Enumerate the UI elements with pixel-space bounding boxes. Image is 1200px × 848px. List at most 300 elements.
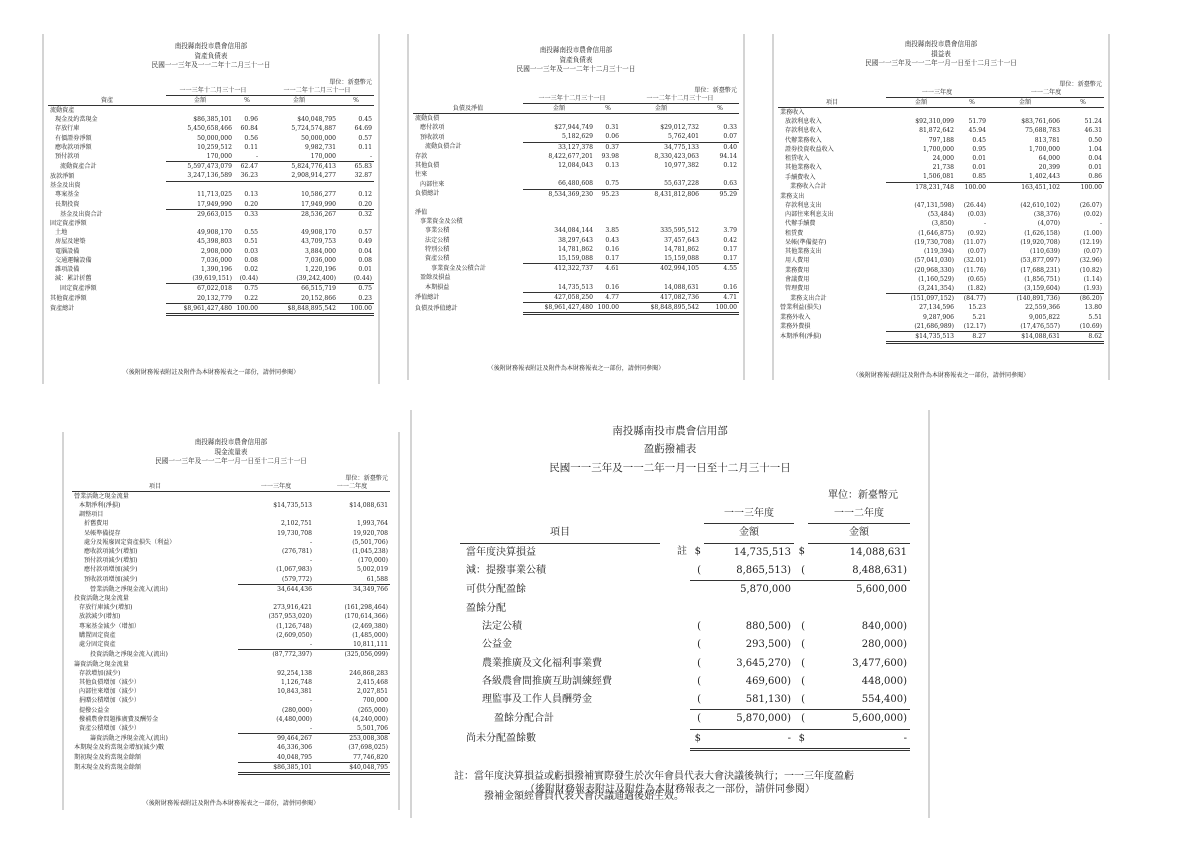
- pct-cell: 65.83: [354, 163, 372, 171]
- amount-cell: 64,000: [1038, 155, 1060, 163]
- table-row: [48, 124, 374, 133]
- row-label: 應付款項: [420, 124, 445, 132]
- note-ref: [660, 562, 690, 581]
- pct-cell: [701, 170, 739, 179]
- table-row: [48, 219, 374, 228]
- amount-cell: 10,977,382: [664, 162, 699, 170]
- pct-cell: 0.51: [244, 238, 258, 246]
- amount-cell: 3,884,000: [304, 247, 336, 255]
- pct-cell: (86.20): [1079, 295, 1102, 303]
- pct-cell: [701, 199, 739, 208]
- table-row: [778, 275, 1104, 284]
- pct-cell: 0.43: [605, 236, 619, 244]
- amount-cell: 10,586,277: [301, 191, 336, 199]
- amount-cell: 61,588: [314, 575, 390, 585]
- row-label: 其他負債: [415, 162, 440, 170]
- amount-cell: 20,399: [1038, 164, 1060, 172]
- table-row: [778, 210, 1104, 219]
- table-row: [413, 189, 739, 199]
- pct-cell: 0.50: [1088, 136, 1102, 144]
- amount-cell: $29,012,732: [660, 124, 699, 132]
- amount-cell: $14,088,631: [349, 502, 388, 510]
- col-year1: 一一三年十二月三十一日: [166, 86, 260, 96]
- table-row: [778, 229, 1104, 238]
- pct-cell: 15.23: [968, 304, 986, 312]
- pct-cell: 0.40: [723, 143, 737, 151]
- amount-cell: $40,048,795: [297, 116, 336, 124]
- report-title: 盈虧撥補表: [643, 443, 697, 456]
- table-row: [413, 152, 739, 161]
- amount-cell: (38,376): [1033, 211, 1060, 219]
- pct-cell: (10.69): [1062, 322, 1104, 332]
- amount-cell: 253,008,308: [349, 735, 388, 743]
- amount-cell: 5,762,401: [621, 132, 701, 142]
- amount-cell: 8,488,631): [808, 562, 910, 581]
- amount-cell: $27,944,749: [554, 124, 593, 132]
- cash-flow-statement: [62, 432, 400, 810]
- amount-cell: 1,700,000: [922, 145, 954, 153]
- row-label: 特別公積: [425, 245, 450, 253]
- amount-cell: (17,688,231): [1020, 266, 1060, 274]
- amount-cell: 14,781,862: [558, 245, 593, 253]
- amount-cell: 8,431,812,806: [654, 190, 699, 198]
- amount-cell: 2,908,914,277: [260, 171, 338, 181]
- col-year1: 一一三年度: [238, 482, 314, 492]
- amount-cell: [314, 510, 390, 519]
- amount-cell: 10,811,111: [314, 640, 390, 650]
- pct-cell: 60.84: [240, 125, 258, 133]
- balance-sheet-liabilities: [407, 34, 745, 380]
- item-header: 項目: [778, 97, 886, 107]
- table-row: [72, 640, 390, 650]
- row-label: 專案基金減少（增加）: [79, 622, 140, 630]
- amount-cell: 9,982,731: [304, 143, 336, 151]
- table-row: [72, 491, 390, 501]
- table-row: [48, 134, 374, 143]
- amount-cell: 5,597,473,079: [187, 163, 232, 171]
- row-label: 減：提撥事業公積: [466, 565, 546, 577]
- pct-cell: 0.17: [701, 254, 739, 264]
- pct-cell: (84.77): [963, 295, 986, 303]
- amount-cell: [886, 108, 956, 118]
- pct-cell: (32.96): [1079, 257, 1102, 265]
- amount-cell: [523, 170, 595, 179]
- amount-cell: (4,240,000): [352, 715, 388, 723]
- amount-cell: [238, 510, 314, 519]
- table-row: [778, 313, 1104, 322]
- row-label: 固定資產淨額: [60, 285, 97, 293]
- amount-cell: [260, 219, 338, 228]
- amount-cell: 880,500): [745, 620, 791, 632]
- pct-cell: [701, 114, 739, 124]
- amount-cell: (170,614,366): [344, 613, 388, 621]
- row-label: 內部往來利息支出: [785, 211, 834, 219]
- amount-cell: (17,476,557): [988, 322, 1062, 332]
- pct-cell: 8.27: [956, 331, 988, 342]
- amount-cell: 1,220,196: [304, 266, 336, 273]
- pct-cell: 0.20: [234, 200, 260, 210]
- sign-cell: (: [697, 675, 701, 687]
- pct-cell: 0.63: [701, 179, 739, 189]
- table-row: [48, 284, 374, 294]
- pct-cell: 0.08: [244, 256, 258, 264]
- pct-header: %: [701, 103, 739, 113]
- amount-cell: $40,048,795: [314, 762, 390, 773]
- amount-header: 金額: [260, 95, 338, 105]
- pct-cell: 5.21: [972, 313, 986, 321]
- amount-cell: [260, 106, 338, 116]
- note-line-2: 撥補金額經會員代表大會決議通過後始生效。: [484, 790, 684, 802]
- row-label: 營業利益(損失): [780, 304, 822, 312]
- amount-cell: 1,402,443: [988, 172, 1062, 182]
- amount-cell: [621, 217, 701, 226]
- amount-cell: 412,322,737: [554, 265, 593, 273]
- amount-cell: 3,247,136,589: [166, 171, 234, 181]
- pct-cell: 0.07: [701, 132, 739, 142]
- pct-cell: 0.23: [338, 294, 374, 304]
- pct-cell: 62.47: [240, 163, 258, 171]
- pct-cell: 0.11: [358, 143, 372, 151]
- table-row: [48, 274, 374, 284]
- amount-header: 金額: [166, 95, 234, 105]
- pct-cell: [701, 208, 739, 217]
- amount-cell: (1,126,748): [276, 622, 312, 630]
- amount-cell: (2,469,380): [352, 622, 388, 630]
- row-label: 土地: [55, 229, 68, 237]
- table-row: [72, 547, 390, 556]
- pct-cell: (0.65): [967, 275, 986, 283]
- table-row: [413, 199, 739, 208]
- amount-cell: 5,182,629: [523, 132, 595, 142]
- table-row: [778, 322, 1104, 332]
- amount-cell: 29,663,015: [197, 210, 232, 218]
- pct-cell: [338, 181, 374, 190]
- amount-cell: 34,349,766: [353, 585, 388, 593]
- row-label: 電腦設備: [55, 247, 80, 255]
- row-label: 交通運輸設備: [55, 256, 92, 264]
- pct-cell: 0.12: [358, 191, 372, 199]
- amount-cell: (1,485,000): [352, 631, 388, 639]
- row-label: 業務外費損: [780, 322, 811, 330]
- amount-cell: [988, 192, 1062, 201]
- pct-cell: [956, 108, 988, 118]
- row-label: 業務支出: [780, 192, 805, 200]
- sign-cell: $: [794, 729, 808, 749]
- amount-cell: 417,082,736: [621, 292, 701, 302]
- amount-cell: -: [309, 538, 312, 546]
- amount-cell: $14,088,631: [988, 331, 1062, 342]
- table-row: [778, 117, 1104, 126]
- amount-cell: (37,698,025): [348, 744, 388, 752]
- amount-cell: 24,000: [932, 155, 954, 163]
- table-row: [72, 696, 390, 705]
- row-label: 流動負債: [415, 115, 440, 123]
- pct-cell: 46.31: [1084, 127, 1102, 135]
- amount-cell: 21,738: [932, 164, 954, 172]
- amount-cell: 170,000: [260, 152, 338, 162]
- sign-cell: (: [794, 562, 808, 581]
- table-row: [72, 734, 390, 744]
- amount-cell: 7,036,000: [200, 256, 232, 264]
- pct-cell: 5.51: [1088, 313, 1102, 321]
- note-ref: 註: [677, 546, 687, 558]
- amount-cell: -: [808, 729, 910, 749]
- amount-cell: 3,645,270): [736, 657, 791, 669]
- pct-cell: 0.75: [244, 285, 258, 293]
- amount-cell: $86,385,101: [193, 116, 232, 124]
- pct-cell: 95.29: [719, 190, 737, 198]
- amount-cell: 14,088,631: [849, 546, 907, 558]
- pct-cell: 95.23: [601, 190, 619, 198]
- report-title: 資產負債表: [559, 55, 593, 64]
- row-label: 現金及約當現金: [55, 116, 98, 124]
- amount-cell: [238, 594, 314, 603]
- row-label: 農業推廣及文化福利事業費: [482, 657, 602, 669]
- amount-cell: (280,000): [282, 706, 312, 714]
- amount-cell: 5,501,706: [314, 724, 390, 734]
- amount-cell: (39,242,400): [260, 274, 338, 284]
- pct-cell: 100.00: [964, 183, 986, 191]
- amount-cell: (276,781): [282, 548, 312, 556]
- table-row: [778, 163, 1104, 172]
- amount-cell: (265,000): [358, 706, 388, 714]
- amount-cell: (140,891,736): [1016, 295, 1060, 303]
- row-label: 租賃收入: [785, 155, 810, 163]
- row-label: 存放行庫: [55, 125, 80, 133]
- note-ref: [660, 655, 690, 673]
- pct-cell: -: [338, 152, 374, 162]
- pct-cell: 0.33: [723, 124, 737, 132]
- row-label: 期末現金及約當現金餘額: [74, 764, 142, 772]
- sign-cell: [690, 600, 704, 618]
- amount-cell: (357,953,020): [268, 613, 312, 621]
- amount-cell: 448,000): [861, 675, 907, 687]
- amount-cell: -: [309, 697, 312, 705]
- row-label: 籌資活動之淨現金流入(流出): [90, 734, 168, 742]
- amount-cell: 469,600): [745, 675, 791, 687]
- table-row: [413, 161, 739, 170]
- row-label: 其他資產淨額: [50, 294, 87, 302]
- unit-label: 單位：新臺幣元: [828, 490, 898, 502]
- table-row: [460, 729, 910, 749]
- amount-cell: $14,735,513: [273, 502, 312, 510]
- row-label: 其他負債增加（減少）: [79, 678, 140, 686]
- row-label: 撥補農會問題推廣費及酬勞金: [79, 715, 159, 723]
- amount-header: 金額: [704, 524, 794, 543]
- report-title: 資產負債表: [194, 51, 228, 60]
- amount-cell: 45,398,803: [197, 238, 232, 246]
- table-row: [72, 612, 390, 621]
- note-ref: [660, 636, 690, 654]
- table-row: [72, 631, 390, 640]
- amount-cell: 8,865,513): [704, 562, 794, 581]
- table-row: [72, 687, 390, 696]
- pct-cell: 0.12: [723, 162, 737, 170]
- row-label: 基金及出資合計: [60, 210, 103, 218]
- row-label: 其他業務支出: [785, 248, 822, 256]
- row-label: 尚未分配盈餘數: [466, 733, 536, 745]
- pct-cell: 0.56: [244, 134, 258, 142]
- pct-cell: 4.71: [701, 292, 739, 302]
- pct-cell: 0.31: [605, 124, 619, 132]
- pct-cell: (11.07): [963, 238, 986, 246]
- amount-cell: (1,646,875): [918, 229, 954, 237]
- pct-cell: 51.79: [968, 118, 986, 126]
- row-label: 資產總計: [50, 305, 75, 313]
- row-label: 資產公積增加（減少）: [79, 725, 140, 733]
- note-ref: [660, 691, 690, 710]
- report-title: 現金流量表: [214, 447, 248, 456]
- amount-cell: 50,000,000: [197, 134, 232, 142]
- pct-cell: (0.92): [967, 229, 986, 237]
- item-header: 項目: [72, 482, 238, 492]
- amount-cell: 49,908,170: [301, 229, 336, 237]
- pct-cell: 100.00: [595, 303, 621, 314]
- amount-cell: 427,058,250: [523, 292, 595, 302]
- table-row: [778, 192, 1104, 201]
- row-label: [413, 199, 523, 208]
- pct-cell: 0.32: [358, 210, 372, 218]
- sign-cell: (: [801, 639, 805, 651]
- amount-cell: [704, 600, 794, 618]
- table-row: [413, 303, 739, 314]
- amount-cell: 67,022,018: [197, 285, 232, 293]
- amount-cell: (1,626,158): [1024, 229, 1060, 237]
- amount-cell: 5,450,658,466: [187, 125, 232, 133]
- table-row: [413, 217, 739, 226]
- pct-cell: 4.61: [605, 265, 619, 273]
- amount-cell: [238, 491, 314, 501]
- row-label: 代辦手續費: [785, 220, 816, 228]
- row-label: 購置固定資產: [79, 631, 116, 639]
- row-label: 代辦業務收入: [785, 136, 822, 144]
- table-row: [413, 179, 739, 189]
- amount-cell: 75,688,783: [1025, 127, 1060, 135]
- row-label: 盈餘分配: [466, 602, 506, 614]
- pct-cell: (1.14): [1083, 275, 1102, 283]
- row-label: 其他業務收入: [785, 164, 822, 172]
- pct-cell: 0.08: [358, 256, 372, 264]
- pct-cell: 13.80: [1084, 304, 1102, 312]
- unit-label: 單位：新臺幣元: [694, 86, 737, 94]
- pct-cell: (0.02): [1083, 211, 1102, 219]
- table-row: [413, 132, 739, 142]
- appropriation-statement: [410, 410, 930, 818]
- table-row: [778, 294, 1104, 304]
- amount-cell: (151,097,152): [910, 295, 954, 303]
- pct-cell: 1.04: [1088, 145, 1102, 153]
- pct-cell: (10.82): [1079, 266, 1102, 274]
- amount-cell: 7,036,000: [304, 256, 336, 264]
- table-row: [460, 655, 910, 673]
- amount-cell: 40,048,795: [238, 753, 314, 763]
- amount-cell: [621, 208, 701, 217]
- table-row: [48, 294, 374, 304]
- amount-cell: 554,400): [808, 691, 910, 710]
- pct-cell: (26.07): [1079, 202, 1102, 210]
- table-row: [778, 172, 1104, 182]
- pct-cell: 0.17: [723, 245, 737, 253]
- amount-cell: [621, 273, 701, 282]
- amount-cell: [166, 219, 234, 228]
- amount-cell: 37,457,643: [664, 236, 699, 244]
- pct-cell: [595, 217, 621, 226]
- note-ref: [660, 710, 690, 729]
- pct-cell: 0.37: [605, 143, 619, 151]
- pct-cell: 3.85: [605, 227, 619, 235]
- sign-cell: (: [697, 620, 701, 632]
- table-row: [778, 154, 1104, 163]
- balance-table: [48, 86, 374, 316]
- row-label: 淨值總計: [415, 293, 440, 301]
- pct-cell: 0.95: [972, 145, 986, 153]
- pct-header: %: [956, 97, 988, 107]
- amount-cell: 99,464,267: [277, 735, 312, 743]
- table-row: [72, 660, 390, 669]
- income-table: [778, 88, 1104, 344]
- table-row: [48, 265, 374, 274]
- row-label: 營業活動之現金流量: [74, 492, 129, 500]
- pct-cell: 0.20: [338, 200, 374, 210]
- sign-cell: (: [690, 691, 704, 710]
- table-row: [460, 600, 910, 618]
- amount-cell: 2,415,468: [356, 678, 388, 686]
- row-label: 各級農會間推廣互助訓練經費: [482, 675, 612, 687]
- amount-cell: 5,870,000: [740, 584, 791, 596]
- row-label: 業務收入: [780, 109, 805, 117]
- amount-cell: [808, 600, 910, 618]
- report-title: 損益表: [931, 49, 951, 58]
- amount-cell: $86,385,101: [238, 762, 314, 773]
- row-label: 公益金: [482, 639, 512, 651]
- table-row: [413, 264, 739, 274]
- pct-cell: (0.07): [1083, 248, 1102, 256]
- table-row: [72, 538, 390, 547]
- amount-cell: 813,781: [1034, 136, 1060, 144]
- pct-cell: 32.87: [338, 171, 374, 181]
- col-year2: 一一二年十二月三十一日: [621, 94, 739, 104]
- report-period: 民國一一三年及一一二年一月一日至十二月三十一日: [549, 461, 791, 474]
- table-row: [413, 114, 739, 124]
- pct-cell: (1.93): [1062, 284, 1104, 294]
- pct-cell: 0.11: [244, 143, 258, 151]
- amount-cell: 92,254,138: [277, 669, 312, 677]
- row-label: 專案基金: [55, 191, 80, 199]
- row-label: 折舊費用: [84, 520, 109, 528]
- row-label: 資產公積: [425, 255, 450, 263]
- table-row: [72, 669, 390, 678]
- amount-header: 金額: [621, 103, 701, 113]
- row-label: 預付款項: [55, 153, 80, 161]
- pct-cell: 94.14: [719, 152, 737, 160]
- amount-cell: 2,102,751: [280, 520, 312, 528]
- amount-cell: $8,848,895,542: [621, 303, 701, 314]
- row-label: 可供分配盈餘: [466, 584, 526, 596]
- row-label: 投資活動之淨現金流入(流出): [90, 651, 168, 659]
- org-name: 南投縣南投市農會信用部: [194, 438, 268, 446]
- amount-cell: $92,310,099: [915, 118, 954, 126]
- amount-cell: 3,477,600): [852, 657, 907, 669]
- amount-cell: 344,084,144: [554, 227, 593, 235]
- pct-header: %: [595, 103, 621, 113]
- pct-cell: -: [1099, 220, 1102, 228]
- table-row: [72, 743, 390, 752]
- table-row: [48, 115, 374, 124]
- amount-cell: 50,000,000: [301, 134, 336, 142]
- amount-cell: [166, 181, 234, 190]
- row-label: 減：累計折舊: [55, 275, 92, 283]
- pct-cell: [595, 170, 621, 179]
